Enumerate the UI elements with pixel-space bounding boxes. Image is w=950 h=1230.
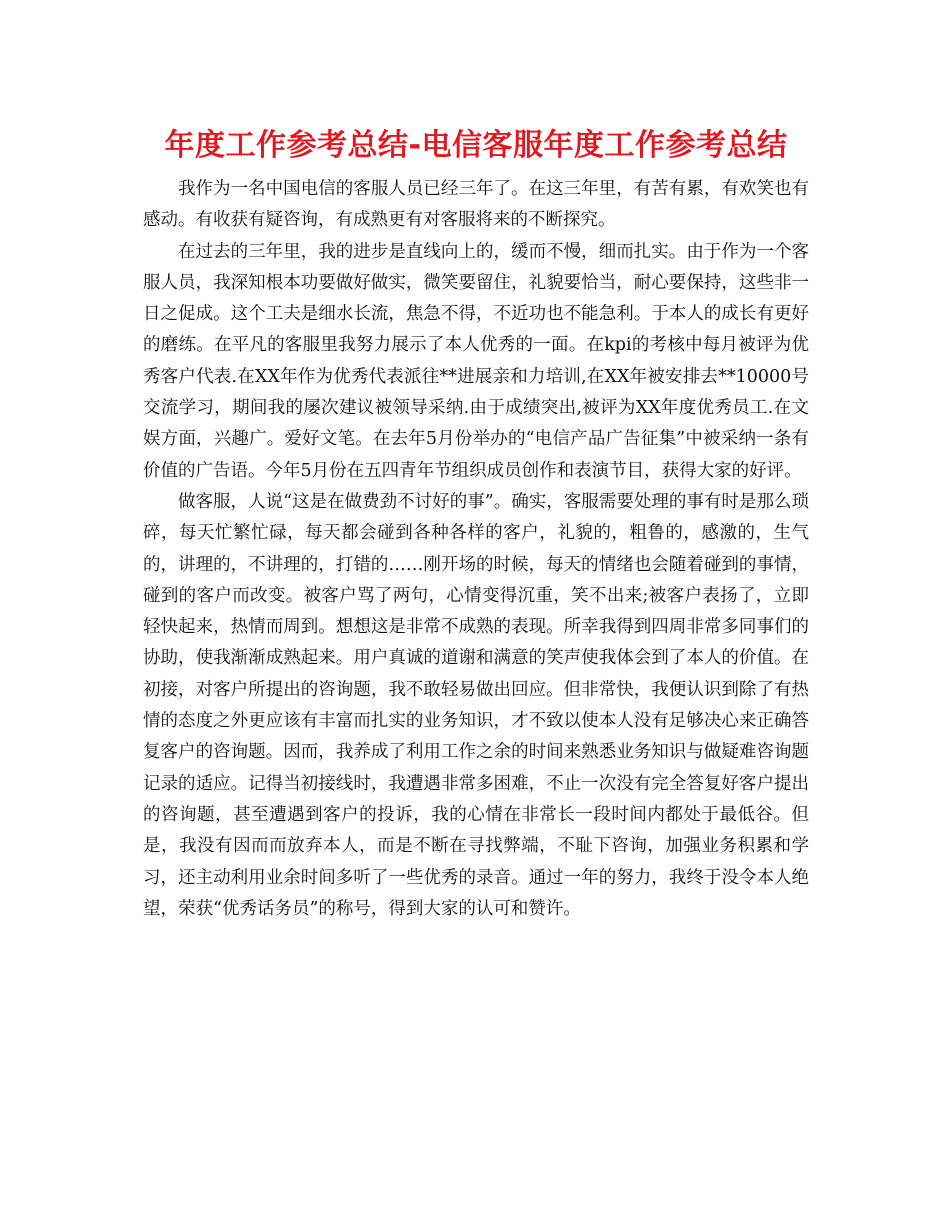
paragraph-intro: 我作为一名中国电信的客服人员已经三年了。在这三年里，有苦有累，有欢笑也有感动。有收获有疑咨询，有成熟更有对客服将来的不断探究。 <box>143 179 809 231</box>
paragraph-customer-service: 做客服，人说“这是在做费劲不讨好的事”。确实，客服需要处理的事有时是那么琐碎，每天忙繁忙碌，每天都会碰到各种各样的客户，礼貌的，粗鲁的，感激的，生气的，讲理的，不讲理的，打错的……刚开场的时候，每天的情绪也会随着碰到的事情，碰到的客户而改变。被客户骂了两句，心情变得沉重，笑不出来;被客户表扬了，立即轻快起来，热情而周到。想想这是非常不成熟的表现。所幸我得到四周非常多同事们的协助，使我渐渐成熟起来。用户真诚的道谢和满意的笑声使我体会到了本人的价值。在初接，对客户所提出的咨询题，我不敢轻易做出回应。但非常快，我便认识到除了有热情的态度之外更应该有丰富而扎实的业务知识，才不致以使本人没有足够决心来正确答复客户的咨询题。因而，我养成了利用工作之余的时间来熟悉业务知识与做疑难咨询题记录的适应。记得当初接线时，我遭遇非常多困难，不止一次没有完全答复好客户提出的咨询题，甚至遭遇到客户的投诉，我的心情在非常长一段时间内都处于最低谷。但是，我没有因而而放弃本人，而是不断在寻找弊端，不耻下咨询，加强业务积累和学习，还主动利用业余时间多听了一些优秀的录音。通过一年的努力，我终于没令本人绝望，荣获“优秀话务员”的称号，得到大家的认可和赞许。 <box>143 491 809 919</box>
paragraph-progress: 在过去的三年里，我的进步是直线向上的，缓而不慢，细而扎实。由于作为一个客服人员，我深知根本功要做好做实，微笑要留住，礼貌要恰当，耐心要保持，这些非一日之促成。这个工夫是细水长流，焦急不得，不近功也不能急利。于本人的成长有更好的磨练。在平凡的客服里我努力展示了本人优秀的一面。在kpi的考核中每月被评为优秀客户代表.在XX年作为优秀代表派往**进展亲和力培训,在XX年被安排去**10000号交流学习，期间我的屡次建议被领导采纳.由于成绩突出,被评为XX年度优秀员工.在文娱方面，兴趣广。爱好文笔。在去年5月份举办的“电信产品广告征集”中被采纳一条有价值的广告语。今年5月份在五四青年节组织成员创作和表演节目，获得大家的好评。 <box>143 241 809 481</box>
document-title: 年度工作参考总结-电信客服年度工作参考总结 <box>164 128 788 163</box>
document-page <box>143 118 809 925</box>
